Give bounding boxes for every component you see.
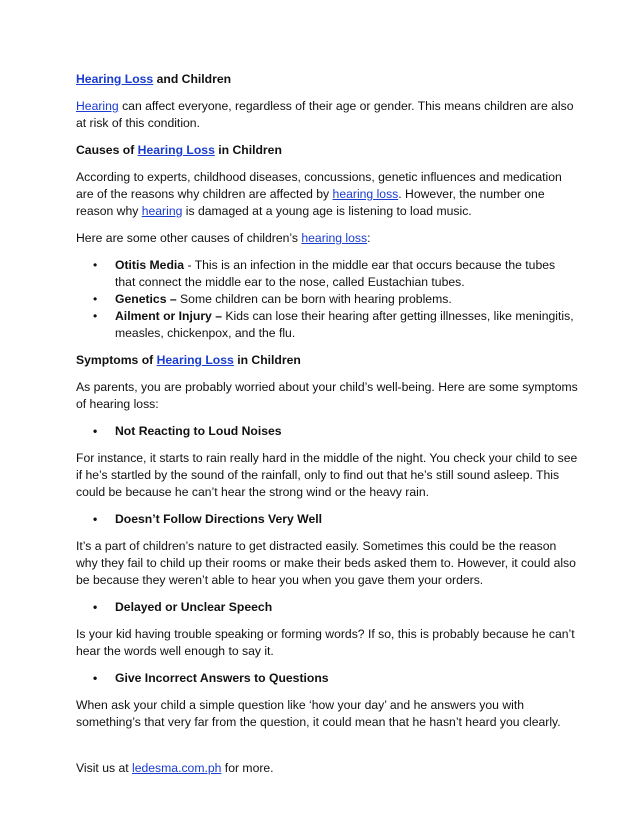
other-causes-text: Here are some other causes of children’s xyxy=(76,231,302,245)
causes-heading xyxy=(76,142,578,159)
hearing-loss-link[interactable]: hearing loss xyxy=(332,187,399,201)
page-title xyxy=(76,71,578,88)
causes-heading-prefix: Causes of xyxy=(76,143,138,157)
list-item xyxy=(76,291,578,308)
list-item-term: Ailment or Injury – xyxy=(115,309,222,323)
symptom-text: It’s a part of children’s nature to get distracted easily. Sometimes this could be the reason why they fail to child up their rooms or make their beds asked them to. However, it could also be because they weren’t able to hear you when you gave them your orders. xyxy=(76,539,576,587)
hearing-loss-link[interactable]: hearing loss xyxy=(301,231,368,245)
symptom-list xyxy=(76,599,578,616)
symptoms-heading-prefix: Symptoms of xyxy=(76,353,157,367)
list-item-term: Genetics – xyxy=(115,292,177,306)
causes-text-1: According to experts, childhood diseases, concussions, genetic influences and medication are of the reasons why children are affected by xyxy=(76,170,562,201)
hearing-link[interactable]: Hearing xyxy=(76,99,119,113)
causes-text-2: . However, the number one reason why xyxy=(76,187,545,218)
footer-suffix: for more. xyxy=(221,761,274,775)
symptom-title: • Not Reacting to Loud Noises xyxy=(76,423,578,440)
list-item-text: - This is an infection in the middle ear that occurs because the tubes that connect the middle ear to the nose, called Eustachian tubes. xyxy=(115,258,556,289)
footer-line xyxy=(76,760,578,777)
list-item-text: Kids can lose their hearing after getting illnesses, like meningitis, measles, chickenpox, and the flu. xyxy=(115,309,574,340)
hearing-link[interactable]: hearing xyxy=(141,204,183,218)
symptom-title: • Delayed or Unclear Speech xyxy=(76,599,578,616)
footer-text: Visit us at xyxy=(76,761,132,775)
symptom-list xyxy=(76,511,578,528)
symptom-list xyxy=(76,423,578,440)
symptom-text: When ask your child a simple question like ‘how your day’ and he answers you with something’s that very far from the question, it could mean that he hasn’t heard you clearly. xyxy=(76,698,561,729)
other-causes-paragraph xyxy=(76,230,578,247)
causes-paragraph xyxy=(76,169,578,220)
symptom-title: • Give Incorrect Answers to Questions xyxy=(76,670,578,687)
list-item xyxy=(76,257,578,291)
symptom-list xyxy=(76,670,578,687)
causes-text-3: is damaged at a young age is listening to load music. xyxy=(182,204,472,218)
list-item xyxy=(76,308,578,342)
intro-paragraph xyxy=(76,98,578,132)
list-item-text: Some children can be born with hearing problems. xyxy=(176,292,452,306)
list-item-term: Otitis Media xyxy=(115,258,185,272)
symptom-title: • Doesn’t Follow Directions Very Well xyxy=(76,511,578,528)
causes-list xyxy=(76,257,578,342)
symptom-text: Is your kid having trouble speaking or forming words? If so, this is probably because he can’t hear the words well enough to say it. xyxy=(76,627,575,658)
hearing-loss-link[interactable]: Hearing Loss xyxy=(156,353,234,367)
website-link[interactable]: ledesma.com.ph xyxy=(132,761,222,775)
symptom-text: For instance, it starts to rain really hard in the middle of the night. You check your child to see if he’s startled by the sound of the rainfall, only to find out that he’s still sound asleep. This could be because he can’t hear the strong wind or the heavy rain. xyxy=(76,451,578,499)
symptoms-heading-suffix: in Children xyxy=(233,353,301,367)
causes-heading-suffix: in Children xyxy=(214,143,282,157)
symptoms-heading xyxy=(76,352,578,369)
symptoms-intro: As parents, you are probably worried about your child’s well-being. Here are some symptoms of hearing loss: xyxy=(76,380,578,411)
hearing-loss-link[interactable]: Hearing Loss xyxy=(137,143,215,157)
other-causes-colon: : xyxy=(367,231,371,245)
title-text: and Children xyxy=(153,72,232,86)
intro-text: can affect everyone, regardless of their age or gender. This means children are also at risk of this condition. xyxy=(76,99,574,130)
hearing-loss-link[interactable]: Hearing Loss xyxy=(76,72,154,86)
